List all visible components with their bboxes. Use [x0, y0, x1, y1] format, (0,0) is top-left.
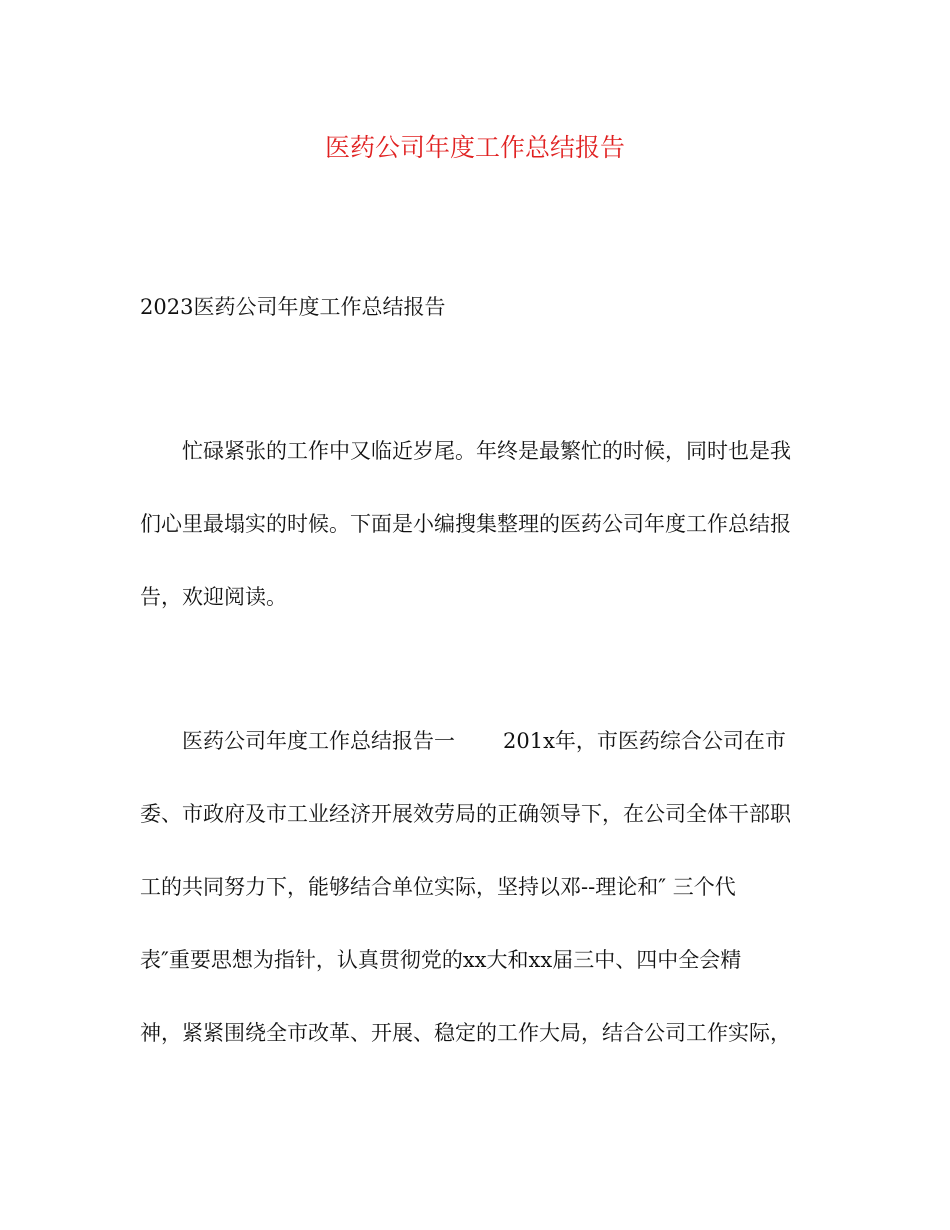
- intro-line-3: 告，欢迎阅读。: [140, 585, 287, 609]
- intro-line-1: 忙碌紧张的工作中又临近岁尾。年终是最繁忙的时候，同时也是我: [182, 439, 791, 463]
- section-line-3: 工的共同努力下，能够结合单位实际，坚持以邓--理论和″ 三个代: [140, 875, 736, 899]
- section-first-text: 201x年，市医药综合公司在市: [503, 729, 786, 753]
- section-line-4: 表″重要思想为指针，认真贯彻党的xx大和xx届三中、四中全会精: [140, 948, 742, 972]
- document-title: 医药公司年度工作总结报告: [324, 133, 625, 162]
- section-line-2: 委、市政府及市工业经济开展效劳局的正确领导下，在公司全体干部职: [140, 802, 791, 826]
- intro-line-2: 们心里最塌实的时候。下面是小编搜集整理的医药公司年度工作总结报: [140, 512, 791, 536]
- section-line-1: [140, 724, 872, 758]
- document-subtitle: 2023医药公司年度工作总结报告: [140, 295, 446, 319]
- section-line-5: 神，紧紧围绕全市改革、开展、稳定的工作大局，结合公司工作实际，: [140, 1021, 791, 1045]
- section-heading: 医药公司年度工作总结报告一: [182, 729, 455, 753]
